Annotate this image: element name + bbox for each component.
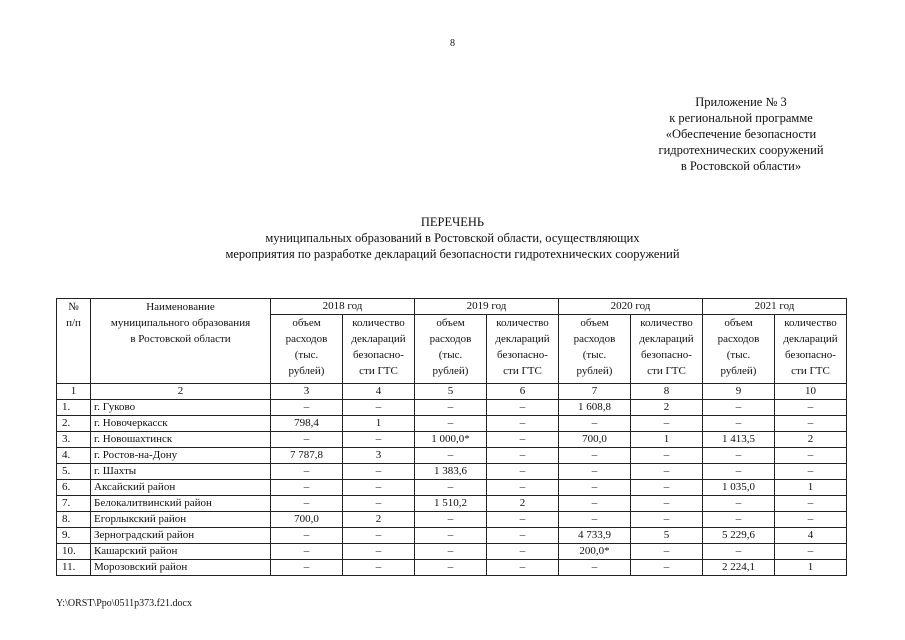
value-cell: – — [775, 448, 847, 464]
appendix-line: в Ростовской области» — [680, 159, 802, 173]
header-sub-line: объем — [724, 317, 753, 329]
value-cell: – — [271, 400, 343, 416]
value-cell: – — [271, 560, 343, 576]
value-cell: – — [271, 528, 343, 544]
value-cell: 700,0 — [559, 432, 631, 448]
value-cell: 2 — [631, 400, 703, 416]
header-sub-line: безопасно- — [785, 349, 836, 361]
header-sub-line: деклараций — [495, 333, 550, 345]
header-sub-line: сти ГТС — [791, 365, 830, 377]
value-cell: – — [271, 496, 343, 512]
value-cell: – — [703, 512, 775, 528]
value-cell: – — [631, 512, 703, 528]
document-title — [0, 214, 905, 262]
row-number-cell: 2. — [57, 416, 91, 432]
column-index-cell: 8 — [631, 384, 703, 400]
header-sub-line: сти ГТС — [359, 365, 398, 377]
value-cell: 1 — [343, 416, 415, 432]
header-sub-line: безопасно- — [497, 349, 548, 361]
value-cell: – — [775, 400, 847, 416]
value-cell: – — [631, 416, 703, 432]
value-cell: – — [559, 512, 631, 528]
header-name-line: в Ростовской области — [130, 333, 231, 345]
header-sub-line: рублей) — [288, 365, 325, 377]
title-heading: ПЕРЕЧЕНЬ — [420, 215, 485, 229]
table-row — [57, 400, 847, 416]
row-number-cell: 4. — [57, 448, 91, 464]
value-cell: – — [559, 480, 631, 496]
header-number-line: п/п — [66, 317, 81, 329]
value-cell: – — [487, 416, 559, 432]
municipality-name-cell: г. Ростов-на-Дону — [91, 448, 271, 464]
header-sub-line: количество — [784, 317, 837, 329]
header-sub-line: объем — [436, 317, 465, 329]
value-cell: – — [631, 464, 703, 480]
value-cell: 5 229,6 — [703, 528, 775, 544]
value-cell: – — [631, 560, 703, 576]
value-cell: 2 — [487, 496, 559, 512]
value-cell: – — [343, 560, 415, 576]
table-body — [57, 384, 847, 576]
value-cell: – — [487, 528, 559, 544]
column-index-row — [57, 384, 847, 400]
value-cell: – — [271, 432, 343, 448]
value-cell: 1 383,6 — [415, 464, 487, 480]
header-name-line: Наименование — [146, 301, 215, 313]
value-cell: – — [415, 480, 487, 496]
header-year-2019: 2019 год — [415, 299, 559, 315]
header-sub-line: количество — [496, 317, 549, 329]
value-cell: – — [559, 496, 631, 512]
value-cell: – — [415, 448, 487, 464]
municipality-name-cell: Морозовский район — [91, 560, 271, 576]
value-cell: – — [775, 544, 847, 560]
column-index-cell: 4 — [343, 384, 415, 400]
value-cell: – — [343, 464, 415, 480]
header-sub-line: расходов — [285, 333, 328, 345]
appendix-line: к региональной программе — [669, 111, 813, 125]
header-sub-line: рублей) — [576, 365, 613, 377]
value-cell: 3 — [343, 448, 415, 464]
value-cell: 1 035,0 — [703, 480, 775, 496]
header-sub-line: сти ГТС — [503, 365, 542, 377]
header-sub-line: (тыс. — [294, 349, 319, 361]
table-row — [57, 496, 847, 512]
value-cell: – — [415, 400, 487, 416]
value-cell: – — [487, 400, 559, 416]
value-cell: 1 000,0* — [415, 432, 487, 448]
value-cell: – — [775, 416, 847, 432]
header-sub-line: рублей) — [432, 365, 469, 377]
value-cell: – — [703, 400, 775, 416]
header-declarations-cell — [775, 315, 847, 384]
table-row — [57, 448, 847, 464]
row-number-cell: 10. — [57, 544, 91, 560]
row-number-cell: 5. — [57, 464, 91, 480]
table-row — [57, 432, 847, 448]
header-sub-line: расходов — [429, 333, 472, 345]
municipalities-table — [56, 298, 847, 576]
header-expense-cell — [703, 315, 775, 384]
value-cell: – — [703, 496, 775, 512]
value-cell: – — [343, 544, 415, 560]
row-number-cell: 7. — [57, 496, 91, 512]
value-cell: – — [487, 544, 559, 560]
row-number-cell: 8. — [57, 512, 91, 528]
header-sub-line: деклараций — [639, 333, 694, 345]
value-cell: – — [415, 528, 487, 544]
value-cell: 1 — [631, 432, 703, 448]
municipality-name-cell: Зерноградский район — [91, 528, 271, 544]
title-line: муниципальных образований в Ростовской области, осуществляющих — [265, 231, 640, 245]
header-sub-line: деклараций — [783, 333, 838, 345]
municipality-name-cell: г. Шахты — [91, 464, 271, 480]
municipality-name-cell: Кашарский район — [91, 544, 271, 560]
value-cell: – — [271, 544, 343, 560]
value-cell: 1 413,5 — [703, 432, 775, 448]
table-row — [57, 544, 847, 560]
header-declarations-cell — [487, 315, 559, 384]
header-sub-line: сти ГТС — [647, 365, 686, 377]
value-cell: 2 — [343, 512, 415, 528]
value-cell: – — [559, 464, 631, 480]
header-year-2018: 2018 год — [271, 299, 415, 315]
value-cell: – — [271, 464, 343, 480]
column-index-cell: 9 — [703, 384, 775, 400]
value-cell: – — [631, 496, 703, 512]
value-cell: 4 733,9 — [559, 528, 631, 544]
header-sub-line: (тыс. — [438, 349, 463, 361]
value-cell: 4 — [775, 528, 847, 544]
column-index-cell: 2 — [91, 384, 271, 400]
value-cell: – — [559, 416, 631, 432]
value-cell: – — [487, 448, 559, 464]
header-sub-line: количество — [640, 317, 693, 329]
value-cell: – — [703, 464, 775, 480]
column-index-cell: 1 — [57, 384, 91, 400]
value-cell: 1 608,8 — [559, 400, 631, 416]
value-cell: 7 787,8 — [271, 448, 343, 464]
row-number-cell: 3. — [57, 432, 91, 448]
municipality-name-cell: Аксайский район — [91, 480, 271, 496]
table-row — [57, 560, 847, 576]
header-sub-line: деклараций — [351, 333, 406, 345]
header-sub-line: объем — [580, 317, 609, 329]
row-number-cell: 1. — [57, 400, 91, 416]
value-cell: – — [343, 528, 415, 544]
header-declarations-cell — [343, 315, 415, 384]
value-cell: 1 510,2 — [415, 496, 487, 512]
header-declarations-cell — [631, 315, 703, 384]
value-cell: – — [703, 448, 775, 464]
value-cell: 5 — [631, 528, 703, 544]
header-sub-line: (тыс. — [726, 349, 751, 361]
value-cell: – — [343, 400, 415, 416]
header-number — [57, 299, 91, 384]
header-sub-line: объем — [292, 317, 321, 329]
page-number: 8 — [450, 38, 455, 49]
value-cell: – — [631, 544, 703, 560]
value-cell: – — [343, 480, 415, 496]
value-cell: – — [703, 544, 775, 560]
column-index-cell: 5 — [415, 384, 487, 400]
value-cell: – — [559, 448, 631, 464]
appendix-line: гидротехнических сооружений — [658, 143, 824, 157]
value-cell: – — [343, 496, 415, 512]
municipality-name-cell: г. Новошахтинск — [91, 432, 271, 448]
value-cell: – — [271, 480, 343, 496]
appendix-line: «Обеспечение безопасности — [665, 127, 817, 141]
value-cell: – — [487, 480, 559, 496]
header-sub-line: безопасно- — [353, 349, 404, 361]
title-line: мероприятия по разработке деклараций безопасности гидротехнических сооружений — [225, 247, 680, 261]
value-cell: 2 — [775, 432, 847, 448]
header-sub-line: рублей) — [720, 365, 757, 377]
value-cell: – — [631, 480, 703, 496]
value-cell: 1 — [775, 480, 847, 496]
header-number-line: № — [68, 301, 79, 313]
value-cell: – — [775, 464, 847, 480]
table-row — [57, 512, 847, 528]
column-index-cell: 7 — [559, 384, 631, 400]
header-sub-line: расходов — [573, 333, 616, 345]
value-cell: – — [631, 448, 703, 464]
header-year-2020: 2020 год — [559, 299, 703, 315]
header-expense-cell — [271, 315, 343, 384]
value-cell: – — [559, 560, 631, 576]
table-row — [57, 528, 847, 544]
municipality-name-cell: Белокалитвинский район — [91, 496, 271, 512]
value-cell: – — [415, 544, 487, 560]
header-sub-line: количество — [352, 317, 405, 329]
header-year-2021: 2021 год — [703, 299, 847, 315]
value-cell: – — [775, 512, 847, 528]
table-row — [57, 480, 847, 496]
header-expense-cell — [415, 315, 487, 384]
header-sub-line: (тыс. — [582, 349, 607, 361]
table-row — [57, 416, 847, 432]
header-name — [91, 299, 271, 384]
value-cell: – — [415, 512, 487, 528]
value-cell: 2 224,1 — [703, 560, 775, 576]
value-cell: – — [415, 560, 487, 576]
value-cell: 798,4 — [271, 416, 343, 432]
appendix-note — [600, 94, 882, 174]
value-cell: – — [487, 464, 559, 480]
row-number-cell: 9. — [57, 528, 91, 544]
column-index-cell: 6 — [487, 384, 559, 400]
value-cell: – — [487, 432, 559, 448]
table-row — [57, 464, 847, 480]
value-cell: – — [487, 512, 559, 528]
value-cell: 200,0* — [559, 544, 631, 560]
value-cell: – — [343, 432, 415, 448]
row-number-cell: 6. — [57, 480, 91, 496]
file-path: Y:\ORST\Ppo\0511p373.f21.docx — [56, 598, 192, 609]
value-cell: – — [415, 416, 487, 432]
header-sub-line: расходов — [717, 333, 760, 345]
value-cell: – — [703, 416, 775, 432]
header-name-line: муниципального образования — [110, 317, 251, 329]
municipality-name-cell: Егорлыкский район — [91, 512, 271, 528]
row-number-cell: 11. — [57, 560, 91, 576]
value-cell: – — [487, 560, 559, 576]
municipality-name-cell: г. Гуково — [91, 400, 271, 416]
value-cell: 700,0 — [271, 512, 343, 528]
value-cell: 1 — [775, 560, 847, 576]
column-index-cell: 3 — [271, 384, 343, 400]
header-expense-cell — [559, 315, 631, 384]
column-index-cell: 10 — [775, 384, 847, 400]
municipality-name-cell: г. Новочеркасск — [91, 416, 271, 432]
header-sub-line: безопасно- — [641, 349, 692, 361]
appendix-line: Приложение № 3 — [695, 95, 787, 109]
value-cell: – — [775, 496, 847, 512]
